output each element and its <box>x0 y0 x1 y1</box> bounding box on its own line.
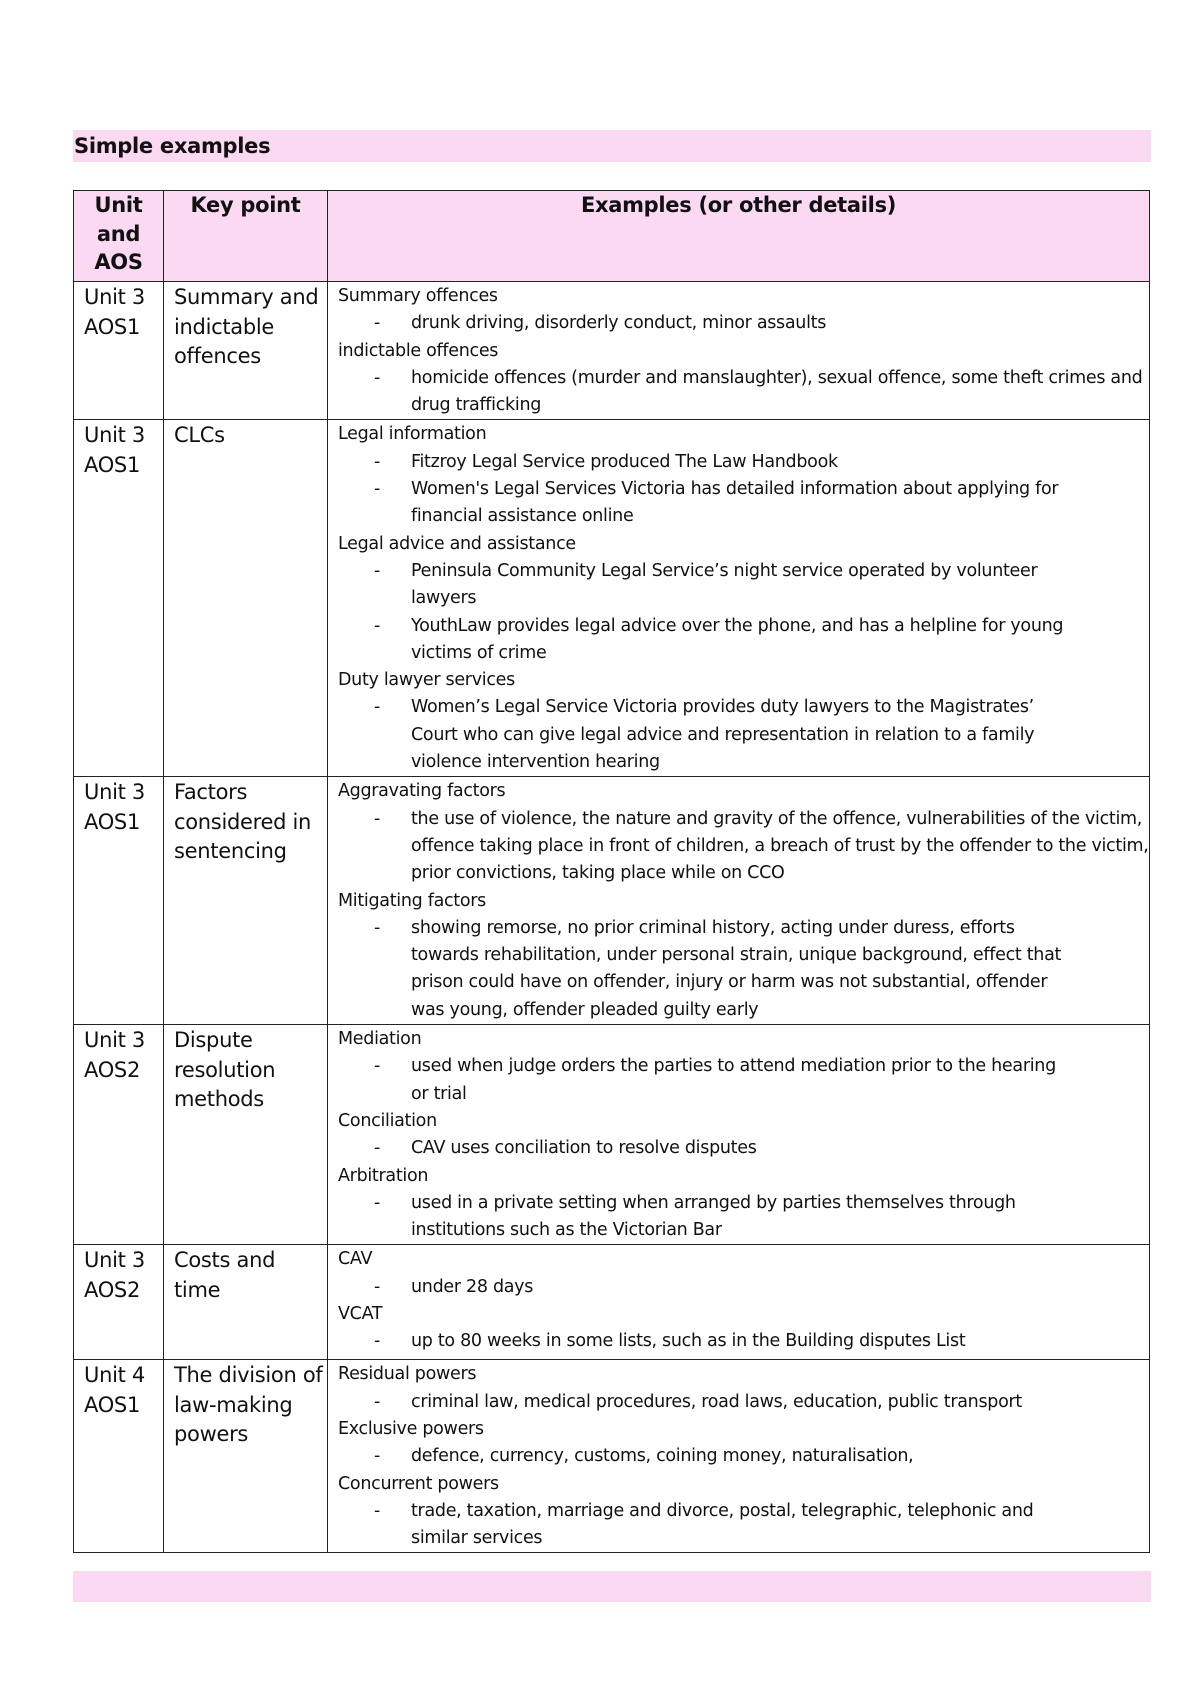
list-item <box>338 365 1149 420</box>
examples-cell <box>328 1025 1150 1245</box>
key-point-cell: Costs and time <box>164 1245 328 1360</box>
list-item-text: drunk driving, disorderly conduct, minor assaults <box>411 313 827 334</box>
group-title: Exclusive powers <box>338 1418 484 1439</box>
list-item <box>338 1328 1149 1355</box>
group-title: Duty lawyer services <box>338 670 515 691</box>
list-item <box>338 558 1149 613</box>
dash-bullet-icon: - <box>374 1138 381 1159</box>
list-item-text: Peninsula Community Legal Service’s night service operated by volunteer lawyers <box>411 560 1038 609</box>
group-title: Aggravating factors <box>338 781 506 802</box>
unit-cell: Unit 3 AOS2 <box>74 1025 164 1245</box>
header-examples: Examples (or other details) <box>328 191 1150 282</box>
group-title: Legal information <box>338 424 487 445</box>
dash-bullet-icon: - <box>374 1192 381 1213</box>
list-item-text: under 28 days <box>411 1276 534 1297</box>
examples-cell <box>328 282 1150 420</box>
dash-bullet-icon: - <box>374 697 381 718</box>
dash-bullet-icon: - <box>374 451 381 472</box>
examples-cell <box>328 777 1150 1025</box>
list-item-text: showing remorse, no prior criminal history, acting under duress, efforts towards rehabilitation, under personal strain, unique background, effect that prison could have on offender, injury or harm was not substantial, offender was young, offender pleaded guilty early <box>411 917 1062 1020</box>
list-item-text: the use of violence, the nature and gravity of the offence, vulnerabilities of the victim, offence taking place in front of children, a breach of trust by the offender to the victim, prior convictions, taking place while on CCO <box>411 808 1149 884</box>
list-item <box>338 1443 1149 1470</box>
list-item-text: Fitzroy Legal Service produced The Law Handbook <box>411 451 838 472</box>
list-item <box>338 915 1149 1024</box>
unit-cell: Unit 3 AOS1 <box>74 420 164 777</box>
table-row <box>74 282 1150 420</box>
table-header-row <box>74 191 1150 282</box>
list-item <box>338 476 1149 531</box>
list-item-text: defence, currency, customs, coining money, naturalisation, <box>411 1446 914 1467</box>
list-item-text: trade, taxation, marriage and divorce, postal, telegraphic, telephonic and similar services <box>411 1500 1034 1549</box>
list-item-text: used in a private setting when arranged by parties themselves through institutions such as the Victorian Bar <box>411 1192 1016 1241</box>
table-row <box>74 1245 1150 1360</box>
list-item <box>338 613 1149 668</box>
list-item <box>338 1274 1149 1301</box>
table-row <box>74 777 1150 1025</box>
group-title: Legal advice and assistance <box>338 533 576 554</box>
group-title: Mitigating factors <box>338 890 486 911</box>
dash-bullet-icon: - <box>374 1056 381 1077</box>
group-title: Summary offences <box>338 286 498 306</box>
key-point-cell: Dispute resolution methods <box>164 1025 328 1245</box>
group-title: Conciliation <box>338 1110 437 1131</box>
list-item <box>338 1389 1149 1416</box>
unit-cell: Unit 3 AOS1 <box>74 777 164 1025</box>
table-row <box>74 1025 1150 1245</box>
group-title: Arbitration <box>338 1165 429 1186</box>
list-item-text: up to 80 weeks in some lists, such as in the Building disputes List <box>411 1331 966 1352</box>
list-item <box>338 806 1149 888</box>
examples-table <box>73 190 1150 1553</box>
group-title: Residual powers <box>338 1364 477 1385</box>
list-item-text: Women’s Legal Service Victoria provides duty lawyers to the Magistrates’ Court who can give legal advice and representation in relation to a family violence intervention hearing <box>411 697 1035 773</box>
dash-bullet-icon: - <box>374 808 381 829</box>
dash-bullet-icon: - <box>374 1500 381 1521</box>
dash-bullet-icon: - <box>374 615 381 636</box>
table-row <box>74 1360 1150 1553</box>
header-key-point: Key point <box>164 191 328 282</box>
header-unit-aos: Unit and AOS <box>74 191 164 282</box>
list-item <box>338 1135 1149 1162</box>
dash-bullet-icon: - <box>374 560 381 581</box>
list-item-text: YouthLaw provides legal advice over the phone, and has a helpline for young victims of crime <box>411 615 1064 663</box>
list-item-text: CAV uses conciliation to resolve disputes <box>411 1138 757 1159</box>
group-title: VCAT <box>338 1303 383 1324</box>
list-item-text: used when judge orders the parties to attend mediation prior to the hearing or trial <box>411 1056 1056 1104</box>
key-point-cell: The division of law-making powers <box>164 1360 328 1553</box>
examples-cell <box>328 1360 1150 1553</box>
group-title: Mediation <box>338 1029 422 1050</box>
list-item <box>338 1498 1149 1553</box>
dash-bullet-icon: - <box>374 917 381 938</box>
dash-bullet-icon: - <box>374 1331 381 1352</box>
dash-bullet-icon: - <box>374 1391 381 1412</box>
dash-bullet-icon: - <box>374 1276 381 1297</box>
key-point-cell: CLCs <box>164 420 328 777</box>
list-item <box>338 310 1149 337</box>
list-item <box>338 449 1149 476</box>
unit-cell: Unit 3 AOS1 <box>74 282 164 420</box>
dash-bullet-icon: - <box>374 367 381 388</box>
dash-bullet-icon: - <box>374 1446 381 1467</box>
dash-bullet-icon: - <box>374 479 381 500</box>
key-point-cell: Summary and indictable offences <box>164 282 328 420</box>
dash-bullet-icon: - <box>374 313 381 334</box>
list-item <box>338 694 1149 776</box>
examples-cell <box>328 1245 1150 1360</box>
group-title: indictable offences <box>338 340 499 361</box>
examples-cell <box>328 420 1150 777</box>
unit-cell: Unit 4 AOS1 <box>74 1360 164 1553</box>
list-item <box>338 1190 1149 1245</box>
list-item-text: criminal law, medical procedures, road laws, education, public transport <box>411 1391 1022 1412</box>
key-point-cell: Factors considered in sentencing <box>164 777 328 1025</box>
table-row <box>74 420 1150 777</box>
unit-cell: Unit 3 AOS2 <box>74 1245 164 1360</box>
list-item <box>338 1053 1149 1108</box>
footer-band <box>73 1571 1151 1602</box>
list-item-text: homicide offences (murder and manslaughter), sexual offence, some theft crimes and drug trafficking <box>411 367 1143 416</box>
group-title: Concurrent powers <box>338 1473 499 1494</box>
list-item-text: Women's Legal Services Victoria has detailed information about applying for financial assistance online <box>411 479 1059 527</box>
page-title: Simple examples <box>73 130 1151 162</box>
group-title: CAV <box>338 1249 373 1270</box>
